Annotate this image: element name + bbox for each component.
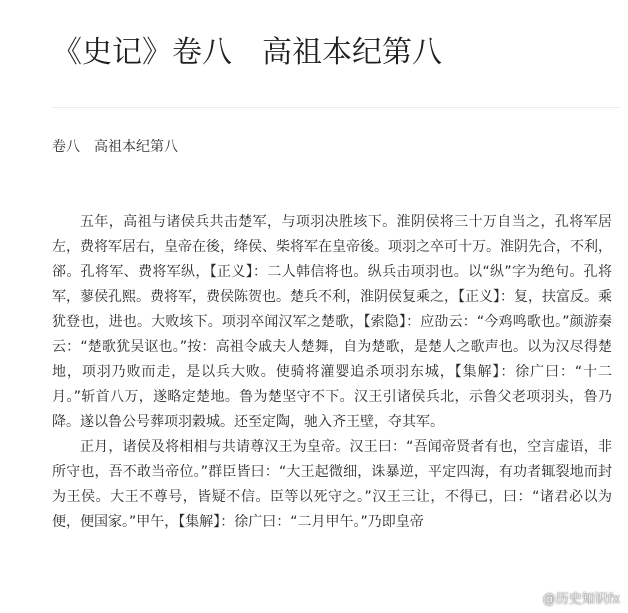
article-body xyxy=(52,210,612,535)
page-title: 《史记》卷八 高祖本纪第八 xyxy=(52,35,442,70)
toutiao-logo-icon xyxy=(526,591,540,605)
paragraph: 正月，诸侯及将相相与共请尊汉王为皇帝。汉王曰：“吾闻帝贤者有也，空言虚语，非所守也，吾不敢当帝位。”群臣皆曰：“大王起微细，诛暴逆，平定四海，有功者辄裂地而封为王侯。大王不尊号，皆疑不信。臣等以死守之。”汉王三让，不得已，曰：“诸君必以为便，便国家。”甲午，【集解】：徐广曰：“二月甲午。”乃即皇帝 xyxy=(52,439,612,530)
title-divider xyxy=(52,107,620,108)
source-watermark xyxy=(526,588,620,607)
paragraph: 五年，高祖与诸侯兵共击楚军，与项羽决胜垓下。淮阴侯将三十万自当之，孔将军居左，费将军居右，皇帝在後，绛侯、柴将军在皇帝後。项羽之卒可十万。淮阴先合，不利，郤。孔将军、费将军纵，【正义】：二人韩信将也。纵兵击项羽也。以“纵”字为绝句。孔将军，蓼侯孔熙。费将军，费侯陈贺也。楚兵不利，淮阴侯复乘之，【正义】：复，扶富反。乘犹登也，进也。大败垓下。项羽卒闻汉军之楚歌，【索隐】：应劭云：“今鸡鸣歌也。”颜游秦云：“楚歌犹吴讴也。”按：高祖令戚夫人楚舞，自为楚歌，是楚人之歌声也。以为汉尽得楚地，项羽乃败而走，是以兵大败。使骑将灌婴追杀项羽东城，【集解】：徐广曰：“十二月。”斩首八万，遂略定楚地。鲁为楚坚守不下。汉王引诸侯兵北，示鲁父老项羽头，鲁乃降。遂以鲁公号葬项羽穀城。还至定陶，驰入齐王壁，夺其军。 xyxy=(52,214,612,430)
chapter-label: 卷八 高祖本纪第八 xyxy=(52,139,178,155)
watermark-text: @历史知识fx xyxy=(542,592,620,607)
